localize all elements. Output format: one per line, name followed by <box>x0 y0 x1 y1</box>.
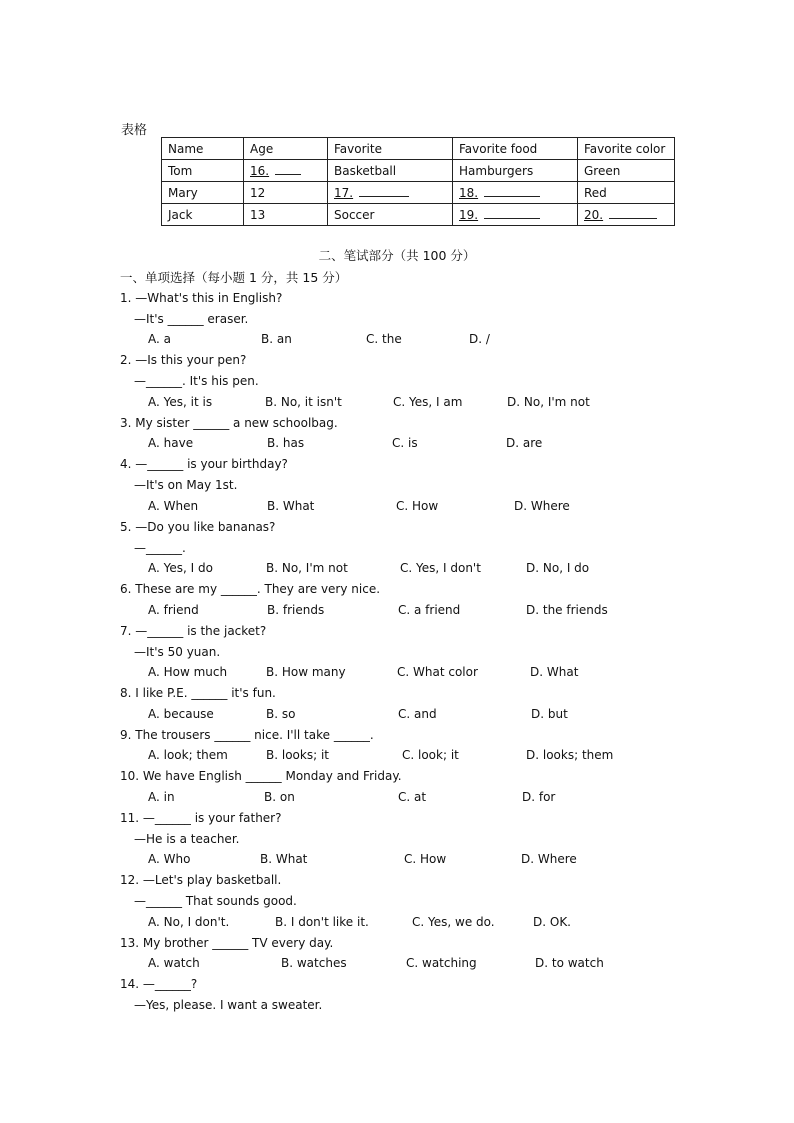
question-stem: 6. These are my ______. They are very nice. <box>120 582 381 596</box>
table-cell: Basketball <box>328 160 453 182</box>
option-b: B. on <box>264 790 295 804</box>
table-cell: Name <box>162 138 244 160</box>
table-cell: 13 <box>244 204 328 226</box>
option-b: B. watches <box>281 956 347 970</box>
question-line: —He is a teacher. <box>134 832 240 846</box>
option-d: D. for <box>522 790 556 804</box>
option-d: D. Where <box>521 852 577 866</box>
question-line: —Yes, please. I want a sweater. <box>134 998 323 1012</box>
option-a: A. No, I don't. <box>148 915 230 929</box>
table-cell: Mary <box>162 182 244 204</box>
part-title: 一、单项选择（每小题 1 分，共 15 分） <box>120 270 348 285</box>
option-a: A. a <box>148 332 171 346</box>
question-stem: 13. My brother ______ TV every day. <box>120 936 334 950</box>
table-cell: Tom <box>162 160 244 182</box>
table-row <box>162 182 675 204</box>
question-stem: 12. —Let's play basketball. <box>120 873 282 887</box>
question-line: —It's ______ eraser. <box>134 312 249 326</box>
table-cell: 12 <box>244 182 328 204</box>
option-b: B. What <box>260 852 308 866</box>
option-c: C. How <box>404 852 447 866</box>
table-cell: Soccer <box>328 204 453 226</box>
option-a: A. Who <box>148 852 191 866</box>
table-cell: Favorite food <box>453 138 578 160</box>
table-cell: Jack <box>162 204 244 226</box>
table-cell <box>453 182 578 204</box>
option-d: D. are <box>506 436 543 450</box>
table-row <box>162 138 675 160</box>
answer-blank <box>359 185 409 197</box>
section-title: 二、笔试部分（共 100 分） <box>318 248 476 263</box>
table-cell: Green <box>578 160 675 182</box>
question-stem: 3. My sister ______ a new schoolbag. <box>120 416 338 430</box>
table-cell: Favorite <box>328 138 453 160</box>
question-stem: 8. I like P.E. ______ it's fun. <box>120 686 276 700</box>
table-cell <box>328 182 453 204</box>
blank-number: 17. <box>334 186 354 200</box>
option-d: D. What <box>530 665 579 679</box>
option-c: C. at <box>398 790 427 804</box>
info-table <box>161 137 675 226</box>
option-b: B. I don't like it. <box>275 915 369 929</box>
table-caption: 表格 <box>121 123 148 138</box>
option-d: D. to watch <box>535 956 604 970</box>
option-b: B. looks; it <box>266 748 329 762</box>
question-stem: 14. —______? <box>120 977 198 991</box>
option-c: C. is <box>392 436 418 450</box>
table-cell: Favorite color <box>578 138 675 160</box>
option-b: B. How many <box>266 665 346 679</box>
option-d: D. No, I'm not <box>507 395 590 409</box>
option-b: B. so <box>266 707 296 721</box>
table-cell: Age <box>244 138 328 160</box>
blank-number: 18. <box>459 186 479 200</box>
table-cell: Red <box>578 182 675 204</box>
option-a: A. Yes, I do <box>148 561 213 575</box>
option-d: D. looks; them <box>526 748 614 762</box>
option-a: A. Yes, it is <box>148 395 213 409</box>
table-row <box>162 204 675 226</box>
option-a: A. look; them <box>148 748 228 762</box>
option-b: B. an <box>261 332 292 346</box>
question-stem: 11. —______ is your father? <box>120 811 282 825</box>
table-cell <box>453 204 578 226</box>
option-b: B. No, I'm not <box>266 561 348 575</box>
blank-number: 16. <box>250 164 270 178</box>
option-a: A. watch <box>148 956 200 970</box>
option-b: B. What <box>267 499 315 513</box>
question-stem: 1. —What's this in English? <box>120 291 283 305</box>
question-line: —______ That sounds good. <box>134 894 297 908</box>
option-b: B. has <box>267 436 305 450</box>
table-cell: Hamburgers <box>453 160 578 182</box>
option-c: C. What color <box>397 665 478 679</box>
answer-blank <box>609 207 657 219</box>
option-d: D. OK. <box>533 915 571 929</box>
option-b: B. No, it isn't <box>265 395 342 409</box>
option-c: C. Yes, I am <box>393 395 463 409</box>
option-d: D. Where <box>514 499 570 513</box>
question-stem: 2. —Is this your pen? <box>120 353 247 367</box>
option-c: C. a friend <box>398 603 461 617</box>
question-line: —It's on May 1st. <box>134 478 238 492</box>
question-line: —______. It's his pen. <box>134 374 259 388</box>
table-cell <box>578 204 675 226</box>
answer-blank <box>275 163 301 175</box>
question-stem: 9. The trousers ______ nice. I'll take ______. <box>120 728 374 742</box>
option-d: D. No, I do <box>526 561 590 575</box>
option-b: B. friends <box>267 603 325 617</box>
option-a: A. in <box>148 790 175 804</box>
option-a: A. When <box>148 499 199 513</box>
answer-blank <box>484 185 540 197</box>
option-c: C. the <box>366 332 402 346</box>
option-c: C. How <box>396 499 439 513</box>
answer-blank <box>484 207 540 219</box>
option-a: A. How much <box>148 665 228 679</box>
option-d: D. but <box>531 707 568 721</box>
option-c: C. watching <box>406 956 477 970</box>
option-d: D. / <box>469 332 490 346</box>
question-line: —It's 50 yuan. <box>134 645 221 659</box>
table-cell <box>244 160 328 182</box>
option-c: C. look; it <box>402 748 459 762</box>
option-a: A. because <box>148 707 214 721</box>
table-row <box>162 160 675 182</box>
question-stem: 4. —______ is your birthday? <box>120 457 288 471</box>
option-c: C. Yes, I don't <box>400 561 481 575</box>
option-d: D. the friends <box>526 603 608 617</box>
question-stem: 5. —Do you like bananas? <box>120 520 276 534</box>
option-c: C. and <box>398 707 437 721</box>
blank-number: 19. <box>459 208 479 222</box>
option-a: A. friend <box>148 603 199 617</box>
question-stem: 7. —______ is the jacket? <box>120 624 267 638</box>
option-a: A. have <box>148 436 194 450</box>
question-stem: 10. We have English ______ Monday and Friday. <box>120 769 402 783</box>
option-c: C. Yes, we do. <box>412 915 495 929</box>
question-line: —______. <box>134 541 186 555</box>
blank-number: 20. <box>584 208 604 222</box>
